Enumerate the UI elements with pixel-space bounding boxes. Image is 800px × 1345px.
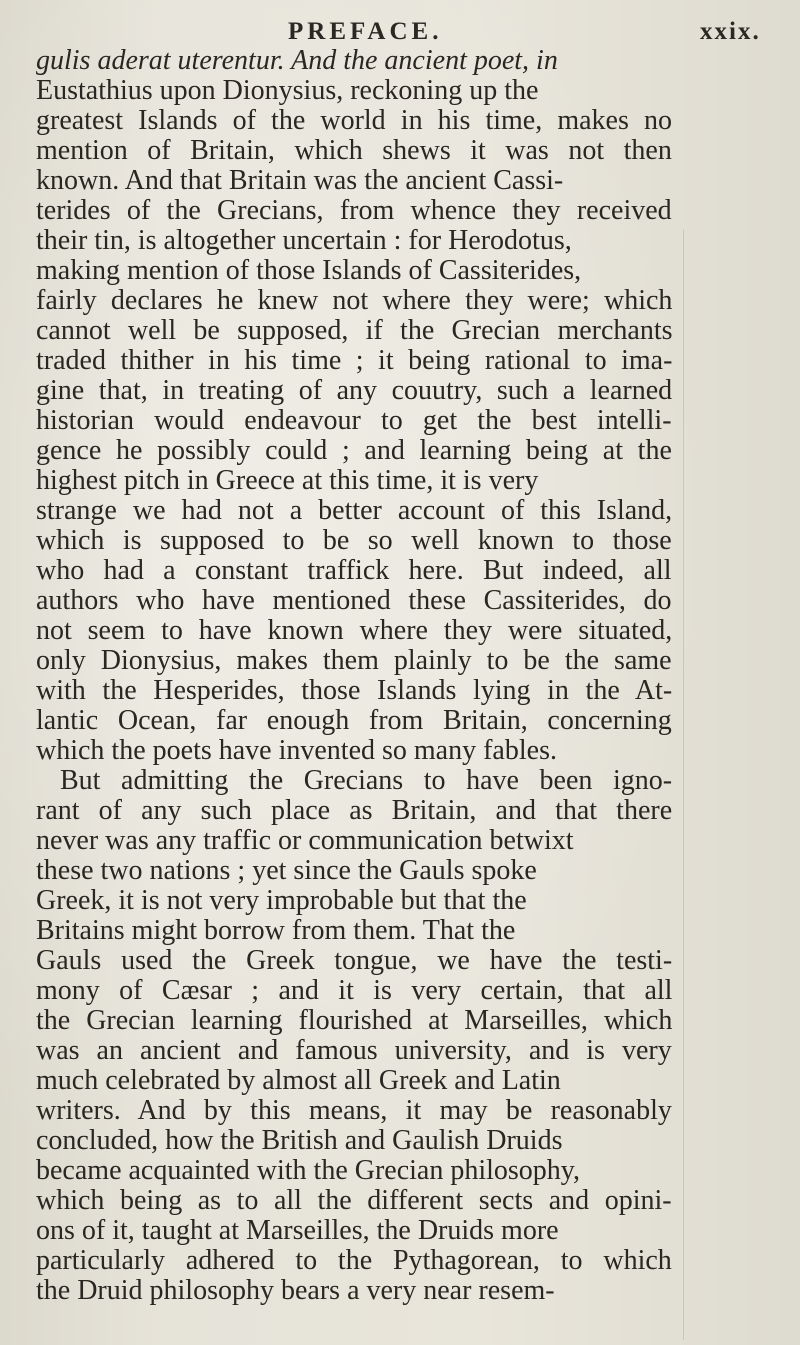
text-line: rant of any such place as Britain, and that there: [36, 795, 673, 826]
text-line: greatest Islands of the world in his time, makes no: [36, 105, 672, 136]
text-line: gine that, in treating of any couutry, such a learned: [36, 375, 673, 406]
text-line: lantic Ocean, far enough from Britain, concerning: [36, 705, 672, 736]
text-line: mony of Cæsar ; and it is very certain, that all: [36, 975, 673, 1006]
text-line: traded thither in his time ; it being rational to ima-: [36, 345, 673, 376]
text-line: was an ancient and famous university, and is very: [36, 1035, 672, 1066]
text-line: strange we had not a better account of this Island,: [36, 495, 673, 526]
text-line: gence he possibly could ; and learning being at the: [36, 435, 672, 466]
text-line: fairly declares he knew not where they were; which: [36, 285, 673, 316]
page-header: [0, 0, 800, 50]
text-line: much celebrated by almost all Greek and Latin: [36, 1065, 561, 1096]
text-line: making mention of those Islands of Cassiterides,: [36, 255, 582, 286]
text-line: terides of the Grecians, from whence they received: [36, 195, 672, 226]
page-number: xxix.: [700, 18, 761, 45]
text-line: But admitting the Grecians to have been igno-: [60, 765, 673, 796]
text-line: not seem to have known where they were situated,: [36, 615, 673, 646]
running-head: PREFACE.: [288, 18, 443, 45]
text-line: the Druid philosophy bears a very near resem-: [36, 1275, 555, 1306]
text-line: only Dionysius, makes them plainly to be the same: [36, 645, 672, 676]
text-line: who had a constant traffick here. But indeed, all: [36, 555, 672, 586]
text-line: cannot well be supposed, if the Grecian merchants: [36, 315, 673, 346]
text-line: Greek, it is not very improbable but that the: [36, 885, 527, 916]
text-line: writers. And by this means, it may be reasonably: [36, 1095, 672, 1126]
text-line: with the Hesperides, those Islands lying in the At-: [36, 675, 673, 706]
text-line: historian would endeavour to get the best intelli-: [36, 405, 672, 436]
text-line: their tin, is altogether uncertain : for Herodotus,: [36, 225, 572, 256]
text-line: which the poets have invented so many fables.: [36, 735, 557, 766]
text-line: which is supposed to be so well known to those: [36, 525, 672, 556]
text-line: authors who have mentioned these Cassiterides, do: [36, 585, 672, 616]
text-line: Eustathius upon Dionysius, reckoning up the: [36, 75, 539, 106]
text-line: the Grecian learning flourished at Marseilles, which: [36, 1005, 673, 1036]
text-line: never was any traffic or communication betwixt: [36, 825, 574, 856]
text-line: Gauls used the Greek tongue, we have the testi-: [36, 945, 673, 976]
text-line: Britains might borrow from them. That the: [36, 915, 516, 946]
text-line: particularly adhered to the Pythagorean, to which: [36, 1245, 672, 1276]
text-line: known. And that Britain was the ancient Cassi-: [36, 165, 564, 196]
text-line: these two nations ; yet since the Gauls spoke: [36, 855, 537, 886]
text-line: ons of it, taught at Marseilles, the Druids more: [36, 1215, 559, 1246]
text-line: became acquainted with the Grecian philosophy,: [36, 1155, 580, 1186]
text-line: gulis aderat uterentur. And the ancient poet, in: [36, 45, 558, 76]
page-gutter-shadow: [683, 230, 684, 1340]
text-line: which being as to all the different sects and opini-: [36, 1185, 672, 1216]
text-line: mention of Britain, which shews it was not then: [36, 135, 672, 166]
text-line: concluded, how the British and Gaulish Druids: [36, 1125, 563, 1156]
text-line: highest pitch in Greece at this time, it is very: [36, 465, 539, 496]
